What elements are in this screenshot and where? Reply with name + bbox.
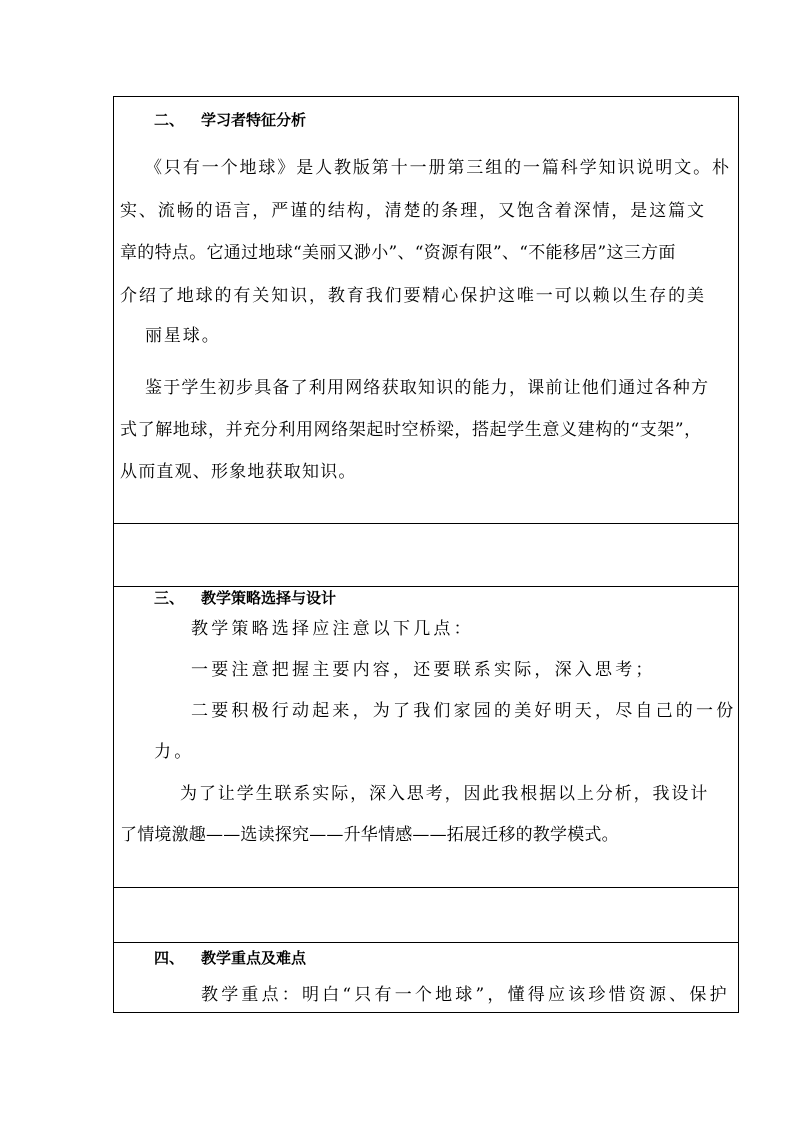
s2-para1-line4: 介绍了地球的有关知识，教育我们要精心保护这唯一可以赖以生存的美 xyxy=(120,286,706,306)
section-4-title: 教学重点及难点 xyxy=(201,949,307,967)
section-2-title: 学习者特征分析 xyxy=(201,111,307,129)
s3-line2: 一要注意把握主要内容，还要联系实际，深入思考； xyxy=(191,660,656,680)
s2-para1-line3: 章的特点。它通过地球“美丽又渺小”、“资源有限”、“不能移居”这三方面 xyxy=(120,243,676,263)
s2-para1-line5: 丽星球。 xyxy=(145,326,221,346)
section-4-number: 四、 xyxy=(154,949,185,967)
s3-line1: 教学策略选择应注意以下几点： xyxy=(191,619,474,639)
section-2-number: 二、 xyxy=(154,111,185,129)
s2-para2-line3: 从而直观、形象地获取知识。 xyxy=(120,462,357,482)
s3-line6: 了情境激趣——选读探究——升华情感——拓展迁移的教学模式。 xyxy=(120,825,619,845)
row-divider xyxy=(114,586,738,587)
s2-para1-line2: 实、流畅的语言，严谨的结构，清楚的条理，又饱含着深情，是这篇文 xyxy=(120,201,706,221)
s3-line4: 力。 xyxy=(154,742,195,762)
s2-para2-line1: 鉴于学生初步具备了利用网络获取知识的能力，课前让他们通过各种方 xyxy=(145,378,710,398)
s2-para2-line2: 式了解地球，并充分利用网络架起时空桥梁，搭起学生意义建构的“支架”， xyxy=(120,420,702,440)
s4-line1: 教学重点：明白“只有一个地球”，懂得应该珍惜资源、保护 xyxy=(201,985,730,1005)
section-3-title: 教学策略选择与设计 xyxy=(201,589,337,607)
s3-line5: 为了让学生联系实际，深入思考，因此我根据以上分析，我设计 xyxy=(180,784,710,804)
row-divider xyxy=(114,887,738,888)
s3-line3: 二要积极行动起来，为了我们家园的美好明天，尽自己的一份 xyxy=(191,701,737,721)
row-divider xyxy=(114,942,738,943)
s2-para1-line1: 《只有一个地球》是人教版第十一册第三组的一篇科学知识说明文。朴 xyxy=(145,158,731,178)
section-3-number: 三、 xyxy=(154,589,185,607)
form-table xyxy=(113,96,739,1013)
row-divider xyxy=(114,523,738,524)
